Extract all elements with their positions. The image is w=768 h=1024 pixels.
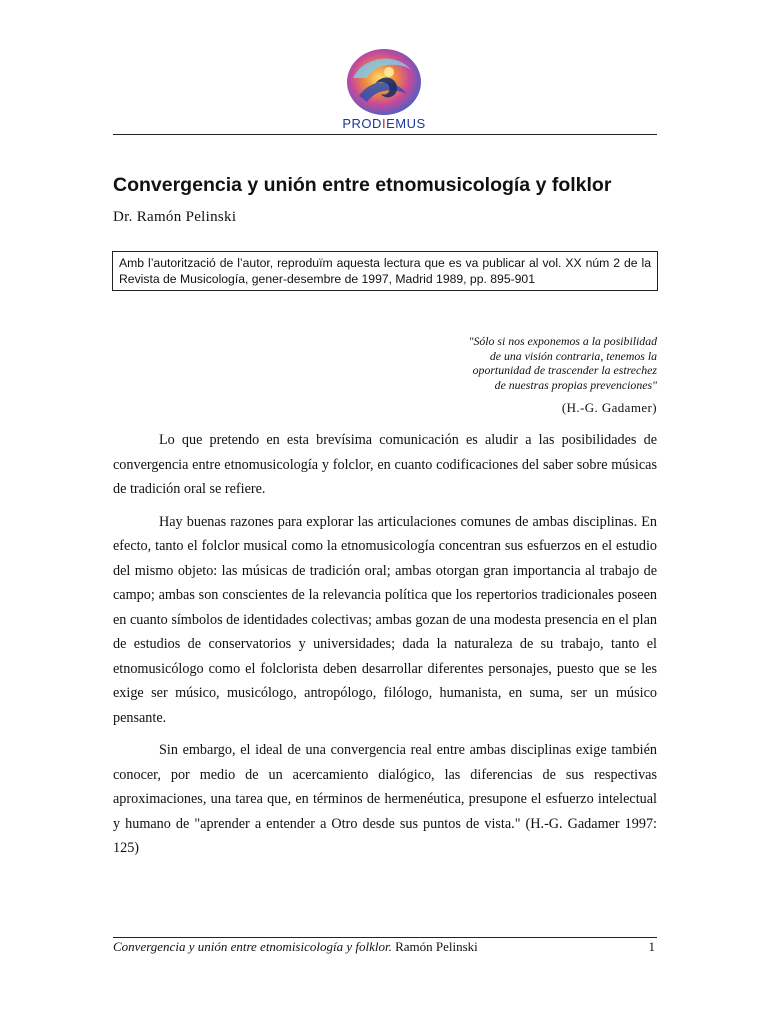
body-paragraph: Hay buenas razones para explorar las articulaciones comunes de ambas disciplinas. En efecto, tanto el folclor musical como la etnomusicología concentran sus esfuerzos en el estudio del mismo objeto: las músicas de tradición oral; ambas otorgan gran importancia al trabajo de campo; ambas son conscientes de la relevancia política que los repertorios tradicionales poseen en cuanto símbolos de identidades colectivas; ambas gozan de una modesta presencia en el plan de estudios de conservatorios y universidades; dada la naturaleza de su trabajo, tanto el etnomusicólogo como el folclorista deben desarrollar diferentes personajes, puesto que se les exige ser músico, musicólogo, antropólogo, filólogo, humanista, en suma, ser un músico pensante.	[113, 513, 657, 726]
epigraph-line: de una visión contraria, tenemos la	[489, 348, 657, 363]
footer-title: Convergencia y unión entre etnomisicología y folklor.	[113, 939, 392, 954]
reproduction-notice-box: Amb l’autorització de l’autor, reproduïm aquesta lectura que es va publicar al vol. XX núm 2 de la Revista de Musicología, gener-desembre de 1997, Madrid 1989, pp. 895-901	[112, 251, 658, 291]
brand-part-2: I	[381, 116, 387, 131]
article-body	[113, 428, 657, 869]
epigraph-line: oportunidad de trascender la estrechez	[472, 363, 657, 377]
body-paragraph: Sin embargo, el ideal de una convergencia real entre ambas disciplinas exige también conocer, por medio de un acercamiento dialógico, las diferencias de sus respectivas aproximaciones, una tarea que, en términos de hermenéutica, presupone el esfuerzo intelectual y humano de "aprender a entender a Otro desde sus puntos de vista." (H.-G. Gadamer 1997: 125)	[113, 742, 657, 856]
body-paragraph: Lo que pretendo en esta brevísima comunicación es aludir a las posibilidades de convergencia entre etnomusicología y folclor, en cuanto codificaciones del saber sobre músicas de tradición oral se refiere.	[113, 432, 657, 497]
page-footer	[113, 939, 657, 955]
epigraph-line: de nuestras propias prevenciones"	[494, 377, 657, 392]
epigraph-source: (H.-G. Gadamer)	[561, 400, 657, 415]
header-divider	[113, 134, 657, 135]
brand-part-1: PROD	[342, 116, 382, 131]
epigraph	[397, 334, 657, 392]
article-title: Convergencia y unión entre etnomusicología y folklor	[113, 174, 612, 196]
footer-divider	[113, 937, 657, 938]
article-author: Dr. Ramón Pelinski	[113, 209, 237, 225]
footer-author: Ramón Pelinski	[391, 939, 478, 954]
epigraph-line: "Sólo si nos exponemos a la posibilidad	[468, 334, 657, 348]
prodiemus-swirl-logo-icon	[345, 48, 423, 116]
brand-part-3: EMUS	[386, 116, 426, 131]
brand-name	[0, 116, 768, 131]
page-number: 1	[648, 939, 655, 954]
